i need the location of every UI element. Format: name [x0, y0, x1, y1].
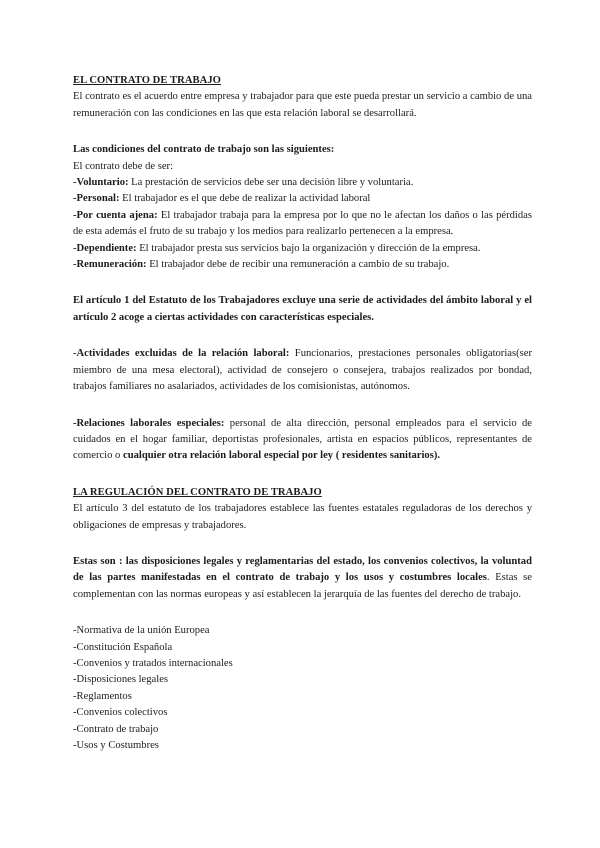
condition-text: El trabajador trabaja para la empresa por lo que no le afectan los daños o las pérdidas de esta además el fruto de su trabajo y los medios para realizarlo pertenecen a la empresa.	[73, 209, 533, 238]
sources-bold: Estas son : las disposiciones legales y reglamentarias del estado, los convenios colectivos, la voluntad de las partes manifestadas en el contrato de trabajo y los usos y costumbres locales	[73, 555, 532, 584]
condition-term: -Remuneración:	[73, 259, 147, 271]
spacer	[73, 396, 532, 416]
condition-text: La prestación de servicios debe ser una decisión libre y voluntaria.	[128, 177, 414, 189]
list-item: -Convenios colectivos	[73, 707, 168, 719]
condition-term: -Personal:	[73, 193, 120, 205]
sources-paragraph	[73, 554, 532, 603]
sources-rest: . Estas se complementan con las normas europeas y así establecen la jerarquía de las fuentes del derecho de trabajo.	[73, 572, 532, 600]
condition-cuenta-ajena	[73, 208, 532, 241]
condition-dependiente	[73, 241, 532, 257]
spacer	[73, 603, 532, 623]
spacer	[73, 534, 532, 554]
condition-term: -Dependiente:	[73, 242, 137, 254]
condition-term: -Por cuenta ajena:	[73, 209, 158, 221]
condition-term: -Voluntario:	[73, 177, 129, 189]
special-tail: cualquier otra relación laboral especial por ley ( residentes sanitarios).	[123, 450, 441, 462]
condition-remuneracion	[73, 257, 532, 273]
section-heading-contrato: EL CONTRATO DE TRABAJO	[73, 75, 221, 86]
list-item: -Disposiciones legales	[73, 674, 169, 686]
spacer	[73, 122, 532, 142]
excluded-text: Funcionarios, prestaciones personales obligatorias(ser miembro de una mesa electoral), actividad de consejero o consejera, trabajos realizados por bondad, trabajos familiares no asalariados, actividades de los comisionistas, autónomos.	[73, 348, 532, 393]
list-item: -Constitución Española	[73, 641, 173, 653]
special-text: personal de alta dirección, personal empleados para el servicio de cuidados en el hogar familiar, deportistas profesionales, artista en espacios públicos, representantes de comercio o	[73, 417, 532, 462]
spacer	[73, 273, 532, 293]
list-item: -Contrato de trabajo	[73, 723, 159, 735]
special-term: -Relaciones laborales especiales:	[73, 417, 225, 429]
list-item: -Reglamentos	[73, 690, 132, 702]
contract-definition: El contrato es el acuerdo entre empresa y trabajador para que este pueda prestar un servicio a cambio de una remuneración con las condiciones en las que esta relación laboral se desarrollará.	[73, 91, 532, 119]
hierarchy-list	[73, 623, 532, 754]
special-relations	[73, 416, 532, 465]
conditions-lead: El contrato debe de ser:	[73, 160, 174, 172]
regulation-intro: El artículo 3 del estatuto de los trabajadores establece las fuentes estatales reguladoras de los derechos y obligaciones de empresas y trabajadores.	[73, 503, 532, 531]
statute-paragraph: El artículo 1 del Estatuto de los Trabajadores excluye una serie de actividades del ámbito laboral y el artículo 2 acoge a ciertas actividades con características especiales.	[73, 295, 532, 323]
condition-text: El trabajador presta sus servicios bajo la organización y dirección de la empresa.	[136, 242, 481, 254]
section-heading-regulacion: LA REGULACIÓN DEL CONTRATO DE TRABAJO	[73, 486, 322, 498]
condition-text: El trabajador debe de recibir una remuneración a cambio de su trabajo.	[146, 259, 450, 271]
excluded-activities	[73, 346, 532, 395]
condition-text: El trabajador es el que debe de realizar la actividad laboral	[119, 193, 371, 205]
spacer	[73, 326, 532, 346]
conditions-heading: Las condiciones del contrato de trabajo son las siguientes:	[73, 144, 335, 156]
list-item: -Usos y Costumbres	[73, 740, 159, 751]
excluded-term: -Actividades excluidas de la relación laboral:	[73, 348, 290, 360]
list-item: -Convenios y tratados internacionales	[73, 657, 233, 669]
condition-personal	[73, 191, 532, 207]
list-item: -Normativa de la unión Europea	[73, 625, 210, 637]
condition-voluntario	[73, 175, 532, 191]
spacer	[73, 465, 532, 485]
